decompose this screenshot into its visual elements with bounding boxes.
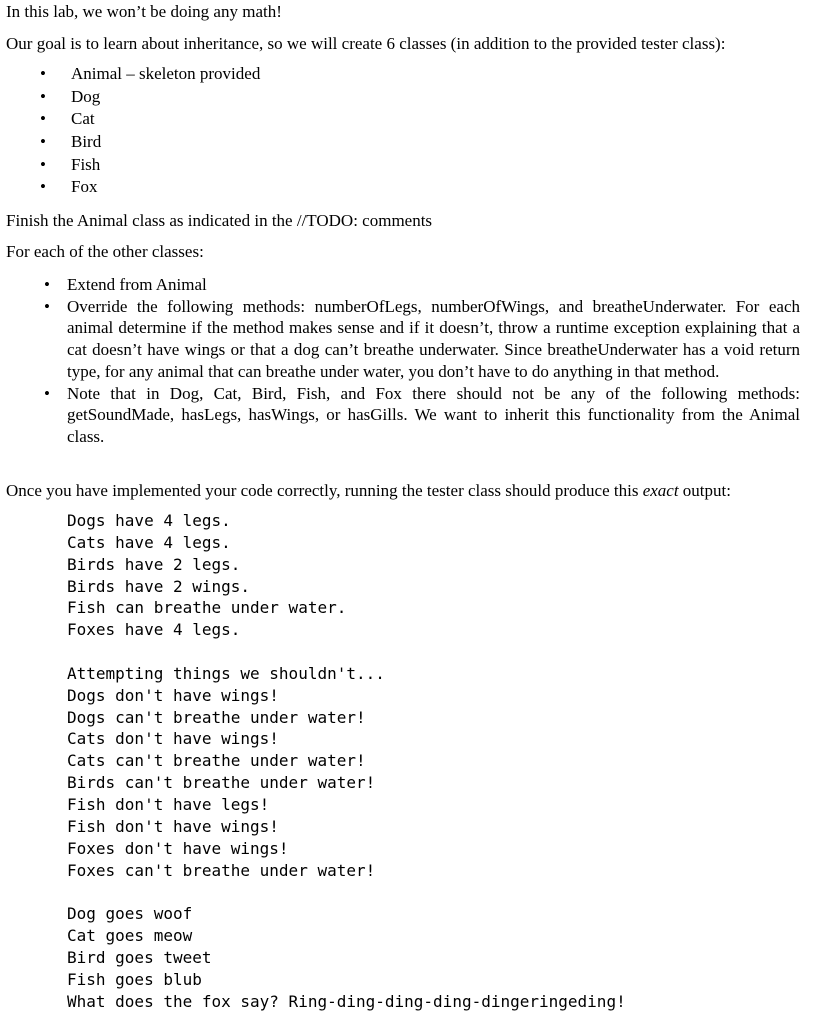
output-line: Bird goes tweet <box>67 947 212 967</box>
output-line: What does the fox say? Ring-ding-ding-ding-dingeringeding! <box>67 991 626 1011</box>
output-line: Attempting things we shouldn't... <box>67 663 385 683</box>
output-line: Fish don't have wings! <box>67 816 279 836</box>
list-item: • Fox <box>40 177 260 200</box>
list-item: • Dog <box>40 87 260 110</box>
goal-text: Our goal is to learn about inheritance, so we will create 6 classes (in addition to the provided tester class): <box>6 34 726 53</box>
output-line <box>67 641 626 663</box>
list-item: • Extend from Animal <box>44 274 800 296</box>
instruction-list <box>44 274 800 448</box>
output-intro-before: Once you have implemented your code correctly, running the tester class should produce this <box>6 481 643 500</box>
list-item: • Fish <box>40 155 260 178</box>
output-intro-emphasis: exact <box>642 481 679 500</box>
output-intro-text <box>6 481 731 501</box>
output-line: Birds can't breathe under water! <box>67 773 376 793</box>
output-line: Foxes have 4 legs. <box>67 620 241 640</box>
list-item: • Override the following methods: numberOfLegs, numberOfWings, and breatheUnderwater. For each animal determine if the method makes sense and if it doesn’t, throw a runtime exception explaining that a cat doesn’t have wings or that a dog can’t breathe underwater. Since breatheUnderwater has a void return type, for any animal that can breathe under water, you don’t have to do anything in that method. <box>44 296 800 383</box>
list-item: • Cat <box>40 109 260 132</box>
output-line: Cats don't have wings! <box>67 729 279 749</box>
output-line: Cats can't breathe under water! <box>67 751 366 771</box>
output-line: Fish can breathe under water. <box>67 598 347 618</box>
output-intro-after: output: <box>678 481 731 500</box>
list-item: • Animal – skeleton provided <box>40 64 260 87</box>
output-line: Birds have 2 legs. <box>67 554 241 574</box>
intro-text: In this lab, we won’t be doing any math! <box>6 2 282 21</box>
output-line: Dogs don't have wings! <box>67 685 279 705</box>
output-line: Dogs can't breathe under water! <box>67 707 366 727</box>
output-line: Dog goes woof <box>67 904 193 924</box>
finish-text: Finish the Animal class as indicated in the //TODO: comments <box>6 211 433 230</box>
output-line: Foxes can't breathe under water! <box>67 860 376 880</box>
output-line: Cats have 4 legs. <box>67 532 231 552</box>
output-line: Fish don't have legs! <box>67 794 270 814</box>
class-list <box>40 64 260 200</box>
for-each-text: For each of the other classes: <box>6 242 204 261</box>
output-line <box>67 881 626 903</box>
list-item: • Bird <box>40 132 260 155</box>
output-line: Cat goes meow <box>67 926 193 946</box>
list-item: • Note that in Dog, Cat, Bird, Fish, and Fox there should not be any of the following methods: getSoundMade, hasLegs, hasWings, or hasGills. We want to inherit this functionality from the Animal class. <box>44 383 800 448</box>
output-line: Foxes don't have wings! <box>67 838 289 858</box>
output-line: Birds have 2 wings. <box>67 576 251 596</box>
expected-output-block <box>67 510 626 1012</box>
output-line: Dogs have 4 legs. <box>67 511 231 530</box>
output-line: Fish goes blub <box>67 969 202 989</box>
